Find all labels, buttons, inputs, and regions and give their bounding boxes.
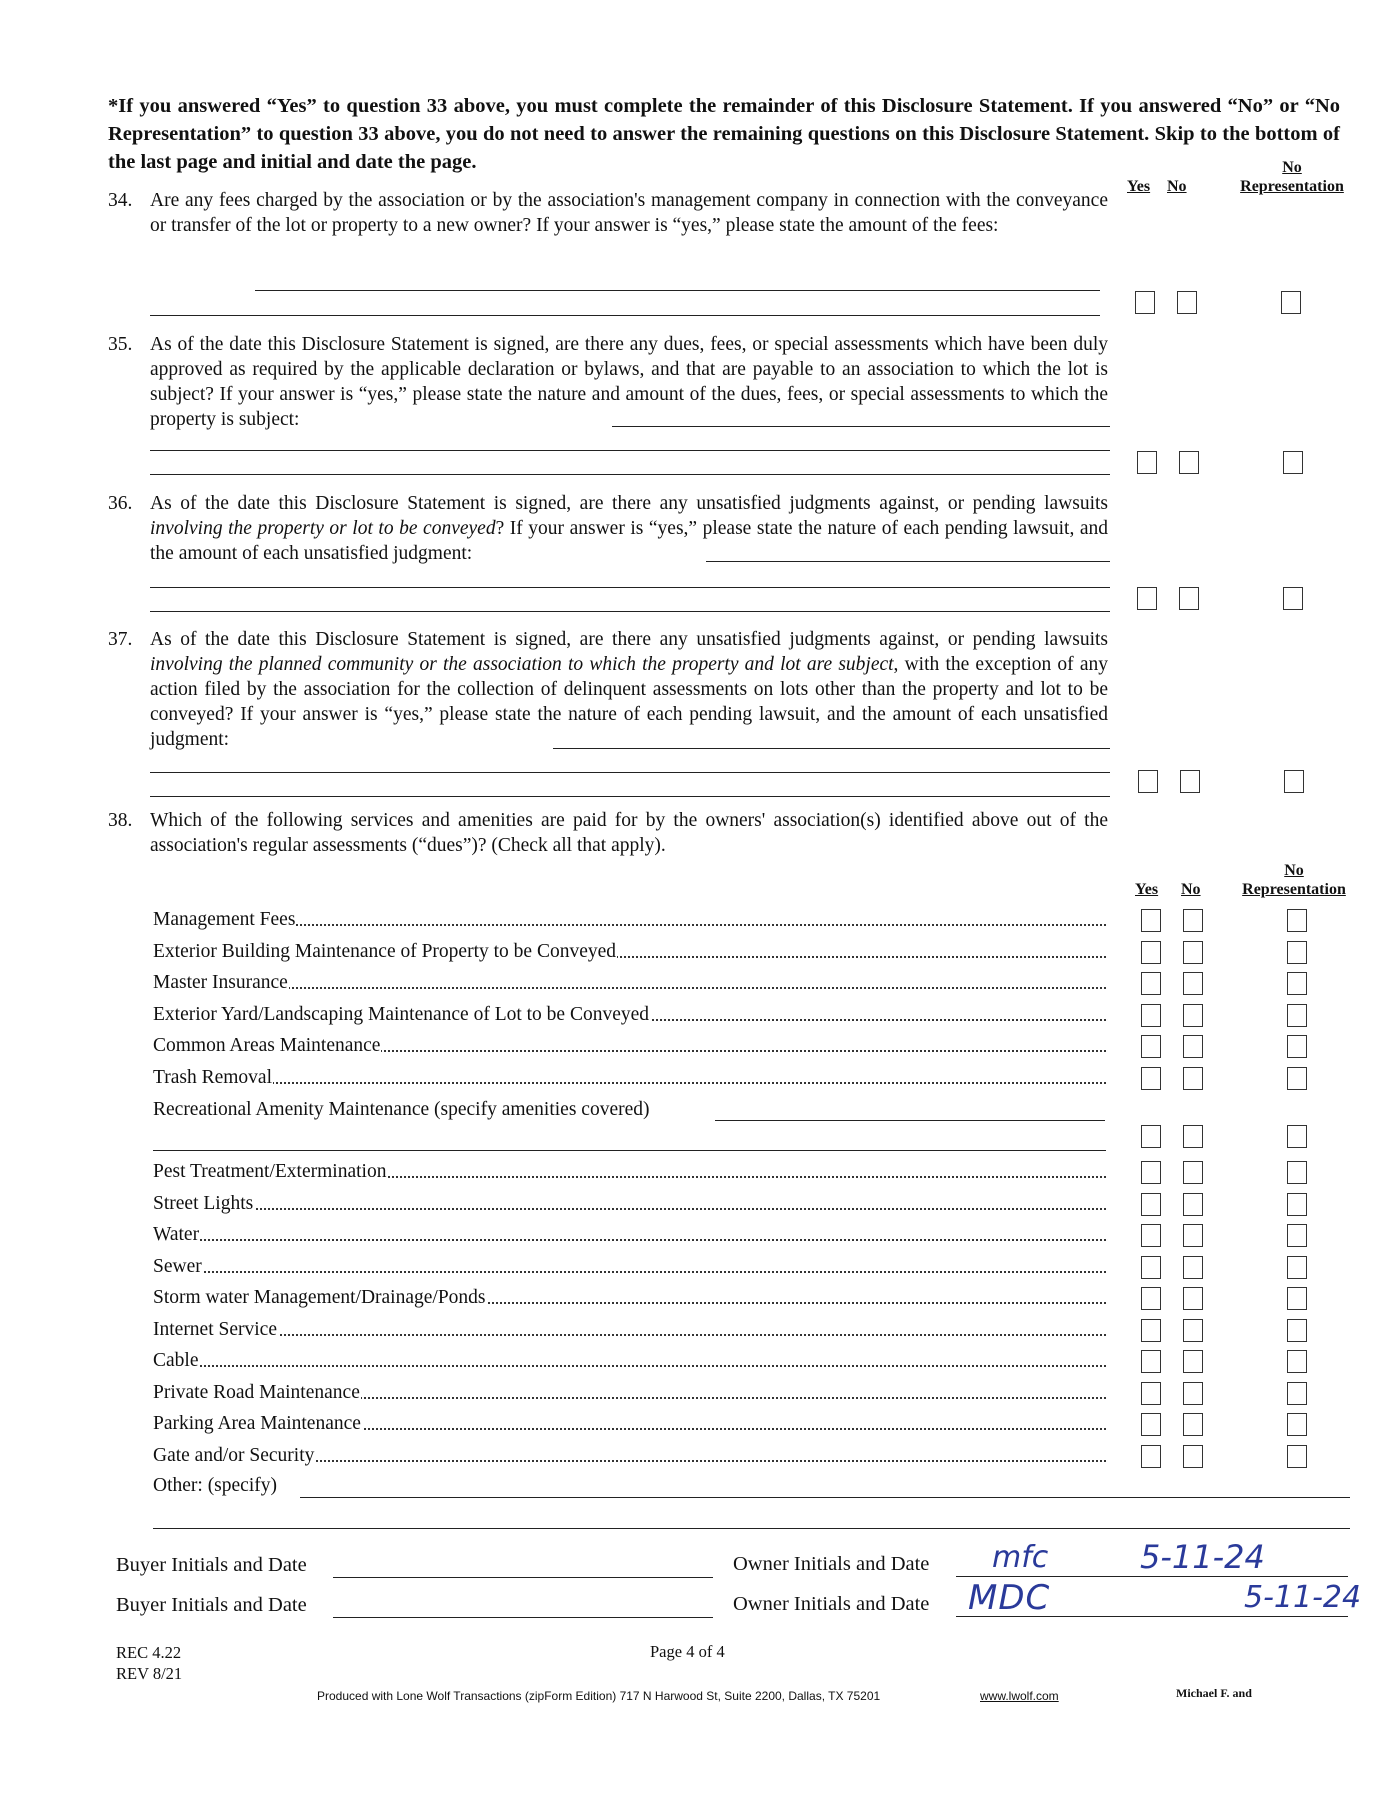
yes-checkbox[interactable] — [1141, 1004, 1161, 1027]
no-checkbox[interactable] — [1183, 1445, 1203, 1468]
buyer-initials-line[interactable] — [333, 1617, 713, 1618]
specify-line[interactable] — [153, 1150, 1106, 1151]
yes-checkbox[interactable] — [1141, 1067, 1161, 1090]
answer-line[interactable] — [150, 611, 1110, 612]
no-checkbox[interactable] — [1183, 1224, 1203, 1247]
buyer-initials-label: Buyer Initials and Date — [116, 1594, 307, 1616]
amenity-row — [153, 1192, 1106, 1216]
yes-checkbox[interactable] — [1141, 972, 1161, 995]
yes-checkbox[interactable] — [1141, 1224, 1161, 1247]
yes-checkbox[interactable] — [1141, 1287, 1161, 1310]
amenity-label: Internet Service — [153, 1318, 277, 1340]
owner-initials-label: Owner Initials and Date — [733, 1593, 930, 1615]
yes-checkbox[interactable] — [1141, 1125, 1161, 1148]
amenity-label: Water — [153, 1224, 200, 1245]
yes-checkbox[interactable] — [1138, 770, 1158, 793]
answer-line[interactable] — [706, 561, 1110, 562]
amenity-row — [153, 1160, 1106, 1184]
no-checkbox[interactable] — [1183, 1067, 1203, 1090]
page-number: Page 4 of 4 — [650, 1642, 725, 1661]
no-representation-checkbox[interactable] — [1287, 941, 1307, 964]
question-number: 34. — [108, 190, 133, 211]
owner-handwritten-initials: mfc — [992, 1540, 1049, 1575]
no-checkbox[interactable] — [1177, 291, 1197, 314]
no-representation-checkbox[interactable] — [1287, 1035, 1307, 1058]
no-checkbox[interactable] — [1183, 972, 1203, 995]
no-representation-checkbox[interactable] — [1287, 972, 1307, 995]
no-representation-checkbox[interactable] — [1287, 1382, 1307, 1405]
buyer-initials-line[interactable] — [333, 1577, 713, 1578]
question-number: 35. — [108, 334, 133, 355]
question-text-part: ? If your answer is “yes,” please state the nature of each pending lawsuit, and the amount of each unsatisfied judgment: — [150, 518, 1109, 564]
answer-line[interactable] — [150, 796, 1110, 797]
no-representation-checkbox[interactable] — [1287, 1193, 1307, 1216]
no-checkbox[interactable] — [1183, 1161, 1203, 1184]
no-checkbox[interactable] — [1183, 1256, 1203, 1279]
no-representation-checkbox[interactable] — [1287, 909, 1307, 932]
amenity-label: Exterior Building Maintenance of Property to be Conveyed — [153, 940, 617, 962]
yes-checkbox[interactable] — [1141, 909, 1161, 932]
owner-name-footer: Michael F. and — [1176, 1686, 1252, 1700]
produced-with: Produced with Lone Wolf Transactions (zipForm Edition) 717 N Harwood St, Suite 2200, Dallas, TX 75201 — [317, 1689, 881, 1703]
answer-line[interactable] — [150, 772, 1110, 773]
amenity-label: Storm water Management/Drainage/Ponds — [153, 1287, 486, 1308]
answer-line[interactable] — [150, 474, 1110, 475]
no-checkbox[interactable] — [1183, 941, 1203, 964]
specify-line[interactable] — [153, 1528, 1350, 1529]
yes-checkbox[interactable] — [1135, 291, 1155, 314]
yes-checkbox[interactable] — [1141, 1350, 1161, 1373]
dot-leader — [153, 1239, 1106, 1241]
dot-leader — [153, 1208, 1106, 1210]
yes-checkbox[interactable] — [1141, 1445, 1161, 1468]
question-number: 38. — [108, 810, 133, 831]
question-number: 36. — [108, 493, 133, 514]
amenity-row — [153, 1286, 1106, 1310]
amenity-row — [153, 1412, 1106, 1436]
no-representation-checkbox[interactable] — [1287, 1161, 1307, 1184]
amenity-row — [153, 1034, 1106, 1058]
col-no-header: No — [1167, 178, 1187, 195]
no-checkbox[interactable] — [1183, 1382, 1203, 1405]
question-number: 37. — [108, 629, 133, 650]
answer-line[interactable] — [150, 587, 1110, 588]
no-checkbox[interactable] — [1183, 1004, 1203, 1027]
yes-checkbox[interactable] — [1141, 1256, 1161, 1279]
amenity-label: Pest Treatment/Extermination — [153, 1161, 387, 1182]
amenity-row — [153, 908, 1106, 932]
yes-checkbox[interactable] — [1141, 1319, 1161, 1342]
col-norep-header-1: No — [1284, 862, 1304, 879]
question-text — [150, 491, 1108, 566]
amenity-row — [153, 1066, 1106, 1090]
no-checkbox[interactable] — [1183, 1413, 1203, 1436]
lwolf-link[interactable]: www.lwolf.com — [980, 1689, 1059, 1703]
amenity-row — [153, 1318, 1106, 1342]
dot-leader — [153, 1082, 1106, 1084]
specify-line[interactable] — [715, 1120, 1105, 1121]
no-representation-checkbox[interactable] — [1287, 1319, 1307, 1342]
no-checkbox[interactable] — [1183, 1125, 1203, 1148]
yes-checkbox[interactable] — [1137, 451, 1157, 474]
no-checkbox[interactable] — [1183, 1287, 1203, 1310]
form-number: REC 4.22 — [116, 1643, 182, 1662]
owner-initials-label: Owner Initials and Date — [733, 1553, 930, 1575]
owner-handwritten-date: 5-11-24 — [1244, 1580, 1362, 1615]
amenity-label: Master Insurance — [153, 972, 288, 993]
amenity-label: Cable — [153, 1350, 199, 1371]
no-checkbox[interactable] — [1180, 770, 1200, 793]
question-text-part: As of the date this Disclosure Statement is signed, are there any unsatisfied judgments against, or pending lawsuits — [150, 629, 1108, 650]
yes-checkbox[interactable] — [1137, 587, 1157, 610]
owner-initials-line[interactable] — [956, 1576, 1348, 1577]
col-no-header: No — [1181, 881, 1201, 898]
col-yes-header: Yes — [1127, 178, 1151, 195]
intro-instructions: *If you answered “Yes” to question 33 above, you must complete the remainder of this Disclosure Statement. If you answered “No” or “No Representation” to question 33 above, you do not need to answer the remaining questions on this Disclosure Statement. Skip to the bottom of the last page and initial and date the page. — [108, 95, 1340, 173]
question-text: Are any fees charged by the association or by the association's management company in connection with the conveyance or transfer of the lot or property to a new owner? If your answer is “yes,” please state the amount of the fees: — [150, 190, 1108, 236]
dot-leader — [153, 987, 1106, 989]
amenity-row — [153, 1381, 1106, 1405]
amenity-label: Sewer — [153, 1255, 202, 1277]
no-representation-checkbox[interactable] — [1283, 587, 1303, 610]
no-representation-checkbox[interactable] — [1283, 451, 1303, 474]
yes-checkbox[interactable] — [1141, 1413, 1161, 1436]
yes-checkbox[interactable] — [1141, 1035, 1161, 1058]
no-checkbox[interactable] — [1183, 1035, 1203, 1058]
no-checkbox[interactable] — [1183, 1350, 1203, 1373]
amenity-label: Gate and/or Security — [153, 1444, 315, 1466]
question-text-part: , with the exception of any action filed by the association for the collection of delinquent assessments on lots other than the property and lot to be conveyed? If your answer is “yes,” please state the nature of each pending lawsuit, and the amount of each unsatisfied judgment: — [150, 654, 1108, 750]
no-checkbox[interactable] — [1179, 451, 1199, 474]
amenity-row — [153, 1255, 1106, 1279]
yes-checkbox[interactable] — [1141, 941, 1161, 964]
owner-handwritten-initials: MDC — [968, 1578, 1051, 1618]
amenity-row — [153, 1223, 1106, 1247]
amenity-label: Recreational Amenity Maintenance (specify amenities covered) — [153, 1099, 650, 1120]
amenity-label: Trash Removal — [153, 1066, 272, 1088]
amenity-label: Management Fees — [153, 909, 296, 930]
no-representation-checkbox[interactable] — [1287, 1224, 1307, 1247]
col-norep-header-2: Representation — [1242, 881, 1346, 898]
amenity-row — [153, 940, 1106, 964]
yes-checkbox[interactable] — [1141, 1193, 1161, 1216]
dot-leader — [153, 1271, 1106, 1273]
question-text: Which of the following services and amenities are paid for by the owners' association(s) identified above out of the association's regular assessments (“dues”)? (Check all that apply). — [150, 810, 1108, 856]
owner-handwritten-date: 5-11-24 — [1140, 1538, 1265, 1576]
question-text: As of the date this Disclosure Statement is signed, are there any dues, fees, or special assessments which have been duly approved as required by the applicable declaration or bylaws, and that are payable to an association to which the lot is subject? If your answer is “yes,” please state the nature and amount of the dues, fees, or special assessments to which the property is subject: — [150, 334, 1108, 430]
amenity-label: Common Areas Maintenance — [153, 1035, 381, 1056]
question-text-italic: involving the property or lot to be conveyed — [150, 518, 496, 539]
specify-line[interactable] — [300, 1497, 1350, 1498]
dot-leader — [153, 1334, 1106, 1336]
no-representation-checkbox[interactable] — [1287, 1413, 1307, 1436]
yes-checkbox[interactable] — [1141, 1382, 1161, 1405]
no-representation-checkbox[interactable] — [1287, 1445, 1307, 1468]
answer-line[interactable] — [255, 290, 1100, 291]
amenity-row — [153, 971, 1106, 995]
amenity-other — [153, 1474, 1106, 1498]
no-checkbox[interactable] — [1183, 909, 1203, 932]
amenity-label: Other: (specify) — [153, 1475, 277, 1496]
no-representation-checkbox[interactable] — [1287, 1256, 1307, 1279]
answer-line[interactable] — [150, 315, 1100, 316]
no-representation-checkbox[interactable] — [1287, 1125, 1307, 1148]
amenity-row — [153, 1349, 1106, 1373]
no-representation-checkbox[interactable] — [1281, 291, 1301, 314]
question-text-part: As of the date this Disclosure Statement is signed, are there any unsatisfied judgments against, or pending lawsuits — [150, 493, 1108, 514]
amenity-label: Parking Area Maintenance — [153, 1413, 361, 1434]
amenity-label: Private Road Maintenance — [153, 1381, 360, 1403]
no-checkbox[interactable] — [1183, 1193, 1203, 1216]
no-representation-checkbox[interactable] — [1287, 1004, 1307, 1027]
form-revision: REV 8/21 — [116, 1664, 183, 1683]
amenity-row — [153, 1003, 1106, 1027]
col-norep-header-1: No — [1282, 159, 1302, 176]
no-representation-checkbox[interactable] — [1287, 1287, 1307, 1310]
no-checkbox[interactable] — [1183, 1319, 1203, 1342]
col-norep-header-2: Representation — [1240, 178, 1344, 195]
amenity-label: Exterior Yard/Landscaping Maintenance of Lot to be Conveyed — [153, 1003, 650, 1025]
yes-checkbox[interactable] — [1141, 1161, 1161, 1184]
question-text-italic: involving the planned community or the association to which the property and lot are subject — [150, 654, 894, 675]
answer-line[interactable] — [150, 450, 1110, 451]
col-yes-header: Yes — [1135, 881, 1159, 898]
no-representation-checkbox[interactable] — [1287, 1067, 1307, 1090]
buyer-initials-label: Buyer Initials and Date — [116, 1554, 307, 1576]
answer-line[interactable] — [553, 748, 1110, 749]
amenity-row — [153, 1444, 1106, 1468]
no-checkbox[interactable] — [1179, 587, 1199, 610]
dot-leader — [153, 1365, 1106, 1367]
question-text — [150, 627, 1108, 752]
no-representation-checkbox[interactable] — [1287, 1350, 1307, 1373]
answer-line[interactable] — [612, 426, 1110, 427]
amenity-label: Street Lights — [153, 1192, 254, 1214]
no-representation-checkbox[interactable] — [1284, 770, 1304, 793]
amenity-recreational — [153, 1098, 1106, 1122]
